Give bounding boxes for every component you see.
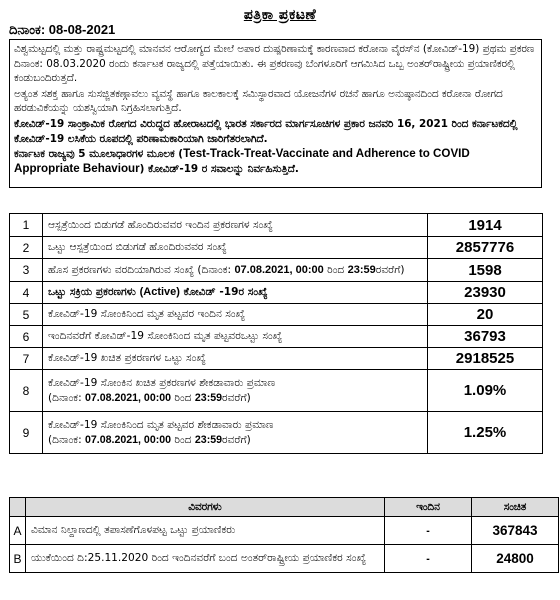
row-desc-time: 23:59	[347, 263, 376, 276]
row-letter: A	[10, 517, 26, 545]
row-description	[43, 282, 428, 304]
row-number: 3	[10, 259, 43, 282]
row-letter: B	[10, 545, 26, 573]
header-details: ವಿವರಗಳು	[26, 498, 385, 517]
row-number: 5	[10, 304, 43, 326]
date-range-end: 23:59	[194, 433, 223, 446]
intro-paragraph-3: ಕೋವಿಡ್-19 ಸಾಂಕ್ರಾಮಿಕ ರೋಗದ ವಿರುದ್ಧದ ಹೋರಾಟದಲ್ಲಿ ಭಾರತ ಸರ್ಕಾರದ ಮಾರ್ಗಸೂಚಿಗಳ ಪ್ರಕಾರ ಜನವರಿ 16, 2021 ರಿಂದ ಕರ್ನಾಟಕದಲ್ಲಿ ಕೋವಿಡ್-19 ಲಸಿಕೆಯ ರೂಪದಲ್ಲಿ ಪರಿಣಾಮಕಾರಿಯಾಗಿ ಜಾರಿಗೆತರಲಾಗಿದೆ.	[14, 117, 518, 145]
date-range-suffix: ರವರೆಗೆ)	[222, 433, 251, 446]
intro-paragraph-1: ವಿಶ್ವಮಟ್ಟದಲ್ಲಿ ಮತ್ತು ರಾಷ್ಟ್ರಮಟ್ಟದಲ್ಲಿ ಮಾನವನ ಆರೋಗ್ಯದ ಮೇಲೆ ಅಪಾರ ದುಷ್ಪರಿಣಾಮಕ್ಕೆ ಕಾರಣವಾದ ಕರೋನಾ ವೈರಸ್‌ನ (ಕೋವಿಡ್-19) ಪ್ರಥಮ ಪ್ರಕರಣ ದಿನಾಂಕ: 08.03.2020 ರಂದು ಕರ್ನಾಟಕ ರಾಜ್ಯದಲ್ಲಿ ಪತ್ತೆಯಾಯಿತು. ಈ ಪ್ರಕರಣವು ಬೆಂಗಳೂರಿಗೆ ಆಗಮಿಸಿದ ಒಬ್ಬ ಅಂತರ್‌ರಾಷ್ಟ್ರೀಯ ಪ್ರಯಾಣಿಕರಲ್ಲಿ ಕಂಡುಬಂದಿರುತ್ತದೆ.	[14, 43, 535, 85]
header-today: ಇಂದಿನ	[385, 498, 472, 517]
intro-p4-english: Test-Track-Treat-Vaccinate and Adherence to COVID Appropriate Behaviour	[14, 147, 470, 175]
table-row	[10, 214, 543, 237]
row-value: 23930	[428, 282, 543, 304]
table-row	[10, 237, 543, 259]
row-today: -	[385, 517, 472, 545]
row-desc-end: ರವರೆಗೆ)	[375, 263, 405, 276]
row-description: ಇಂದಿನವರೆಗೆ ಕೋವಿಡ್-19 ಸೋಂಕಿನಿಂದ ಮೃತ ಪಟ್ಟವರಒಟ್ಟು ಸಂಖ್ಯೆ	[43, 326, 428, 348]
row-value: 1.09%	[428, 370, 543, 412]
table-row	[10, 545, 559, 573]
row-description	[43, 259, 428, 282]
travel-table	[9, 497, 559, 573]
row-value: 2918525	[428, 348, 543, 370]
row-number: 2	[10, 237, 43, 259]
table-row	[10, 517, 559, 545]
date-range-end: 23:59	[194, 391, 223, 404]
intro-paragraph-2: ಅತ್ಯಂತ ಸಶಕ್ತ ಹಾಗೂ ಸುಸಜ್ಜಿತಕಣ್ಗಾವಲು ವ್ಯವಸ್ಥೆ ಹಾಗೂ ಕಾಲಕಾಲಕ್ಕೆ ಸಮಿಸ್ಥಾರವಾದ ಯೋಜನೆಗಳ ರಚನೆ ಹಾಗೂ ಅನುಷ್ಠಾನದಿಂದ ಕರೋನಾ ರೋಗದ ಹರಡುವಿಕೆಯನ್ನು ಯಶಸ್ವಿಯಾಗಿ ನಿಗ್ರಹಿಸಲಾಗುತ್ತಿದೆ.	[14, 87, 503, 115]
date-line	[9, 22, 115, 38]
table-row	[10, 259, 543, 282]
row-number: 8	[10, 370, 43, 412]
table-row	[10, 326, 543, 348]
row-desc-active: (Active)	[139, 286, 180, 298]
row-value: 2857776	[428, 237, 543, 259]
row-desc-text: ಒಟ್ಟು ಸಕ್ರಿಯ ಪ್ರಕರಣಗಳು	[48, 286, 140, 298]
row-description: ಕೋವಿಡ್-19 ಸೋಂಕಿನಿಂದ ಮೃತ ಪಟ್ಟವರ ಇಂದಿನ ಸಂಖ್ಯೆ	[43, 304, 428, 326]
header-blank	[10, 498, 26, 517]
date-range-mid: ರಿಂದ	[171, 433, 195, 446]
row-value: 1914	[428, 214, 543, 237]
date-range-prefix: (ದಿನಾಂಕ:	[48, 433, 86, 446]
header-total: ಸಂಚಿತ	[472, 498, 559, 517]
table-row	[10, 282, 543, 304]
table-header-row	[10, 498, 559, 517]
row-desc-end: ಕೋವಿಡ್ -19ರ ಸಂಖ್ಯೆ	[179, 286, 268, 298]
row-desc-text: ಕೋವಿಡ್-19 ಸೋಂಕಿನಿಂದ ಮೃತ ಪಟ್ಟವರ ಶೇಕಡಾವಾರು ಪ್ರಮಾಣ	[48, 418, 274, 431]
table-row	[10, 304, 543, 326]
intro-paragraph-4	[14, 147, 537, 176]
row-description	[43, 370, 428, 412]
row-description: ವಿಮಾನ ನಿಲ್ದಾಣದಲ್ಲಿ ತಪಾಸಣೆಗೊಳಪಟ್ಟ ಒಟ್ಟು ಪ್ರಯಾಣಿಕರು	[26, 517, 385, 545]
date-range-prefix: (ದಿನಾಂಕ:	[48, 391, 86, 404]
table-row	[10, 348, 543, 370]
row-desc-date-range	[48, 391, 422, 406]
row-number: 9	[10, 412, 43, 454]
intro-box	[9, 39, 542, 188]
row-value: 1.25%	[428, 412, 543, 454]
row-desc-date: 07.08.2021, 00:00	[234, 263, 324, 276]
row-number: 4	[10, 282, 43, 304]
date-value: 08-08-2021	[48, 22, 116, 37]
date-range-mid: ರಿಂದ	[171, 391, 195, 404]
row-description: ಕೋವಿಡ್-19 ಖಚಿತ ಪ್ರಕರಣಗಳ ಒಟ್ಟು ಸಂಖ್ಯೆ	[43, 348, 428, 370]
row-number: 6	[10, 326, 43, 348]
date-range-start: 07.08.2021, 00:00	[85, 433, 172, 446]
intro-p4-end: ) ಕೋವಿಡ್-19 ರ ಸವಾಲನ್ನು ನಿರ್ವಹಿಸುತ್ತಿದೆ.	[139, 162, 299, 175]
date-range-suffix: ರವರೆಗೆ)	[222, 391, 251, 404]
row-desc-date-range	[48, 433, 422, 448]
row-desc-text: ಕೋವಿಡ್-19 ಸೋಂಕಿನ ಖಚಿತ ಪ್ರಕರಣಗಳ ಶೇಕಡಾವಾರು ಪ್ರಮಾಣ	[48, 376, 276, 389]
row-total: 367843	[472, 517, 559, 545]
row-today: -	[385, 545, 472, 573]
date-range-start: 07.08.2021, 00:00	[85, 391, 172, 404]
press-release-header	[0, 4, 560, 23]
row-value: 20	[428, 304, 543, 326]
row-desc-mid: ರಿಂದ	[323, 263, 348, 276]
row-description: ಆಸ್ಪತ್ರೆಯಿಂದ ಬಿಡುಗಡೆ ಹೊಂದಿರುವವರ ಇಂದಿನ ಪ್ರಕರಣಗಳ ಸಂಖ್ಯೆ	[43, 214, 428, 237]
row-total: 24800	[472, 545, 559, 573]
row-desc-text: ಹೊಸ ಪ್ರಕರಣಗಳು ವರದಿಯಾಗಿರುವ ಸಂಖ್ಯೆ (ದಿನಾಂಕ:	[48, 263, 235, 276]
page-title: ಪತ್ರಿಕಾ ಪ್ರಕಟಣೆ	[243, 7, 317, 23]
row-description: ಒಟ್ಟು ಆಸ್ಪತ್ರೆಯಿಂದ ಬಿಡುಗಡೆ ಹೊಂದಿರುವವರ ಸಂಖ್ಯೆ	[43, 237, 428, 259]
stats-table	[9, 213, 543, 454]
row-description: ಯುಕೆಯಿಂದ ದಿ:25.11.2020 ರಿಂದ ಇಂದಿನವರೆಗೆ ಬಂದ ಅಂತರ್‌ರಾಷ್ಟ್ರೀಯ ಪ್ರಯಾಣಿಕರ ಸಂಖ್ಯೆ	[26, 545, 385, 573]
table-row	[10, 412, 543, 454]
intro-p4-start: ಕರ್ನಾಟಕ ರಾಜ್ಯವು 5 ಮೂಲಾಧಾರಗಳ ಮೂಲಕ (	[14, 148, 184, 161]
date-label: ದಿನಾಂಕ:	[9, 22, 46, 37]
row-value: 1598	[428, 259, 543, 282]
table-row	[10, 370, 543, 412]
row-description	[43, 412, 428, 454]
row-value: 36793	[428, 326, 543, 348]
row-number: 7	[10, 348, 43, 370]
row-number: 1	[10, 214, 43, 237]
